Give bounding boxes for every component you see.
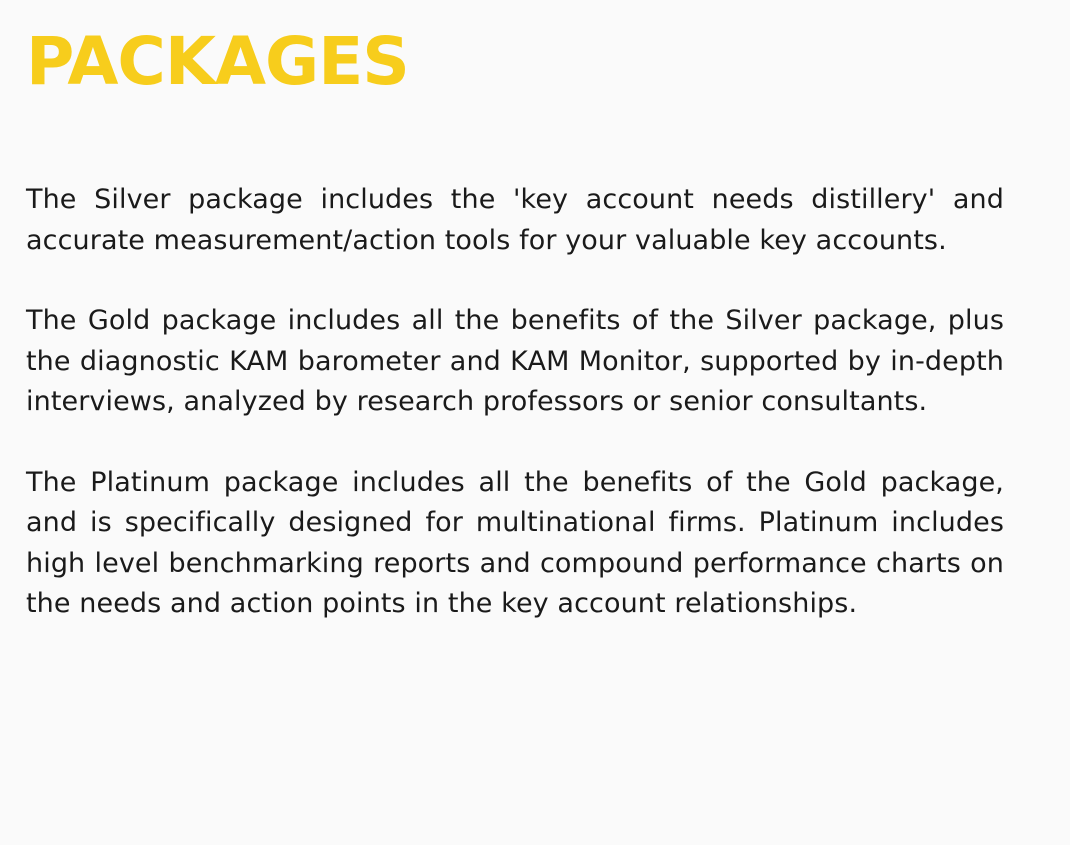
gold-package-description: The Gold package includes all the benefits of the Silver package, plus the diagnostic KAM barometer and KAM Monitor, supported by in-depth interviews, analyzed by research professors or senior consultants.: [26, 305, 1004, 417]
page-title: PACKAGES: [26, 23, 409, 100]
platinum-package-description: The Platinum package includes all the benefits of the Gold package, and is specifically designed for multinational firms. Platinum includes high level benchmarking reports and compound performance charts on the needs and action points in the key account relationships.: [26, 466, 1004, 619]
package-descriptions: [26, 180, 1004, 625]
silver-package-description: The Silver package includes the 'key account needs distillery' and accurate measurement/action tools for your valuable key accounts.: [26, 184, 1004, 256]
